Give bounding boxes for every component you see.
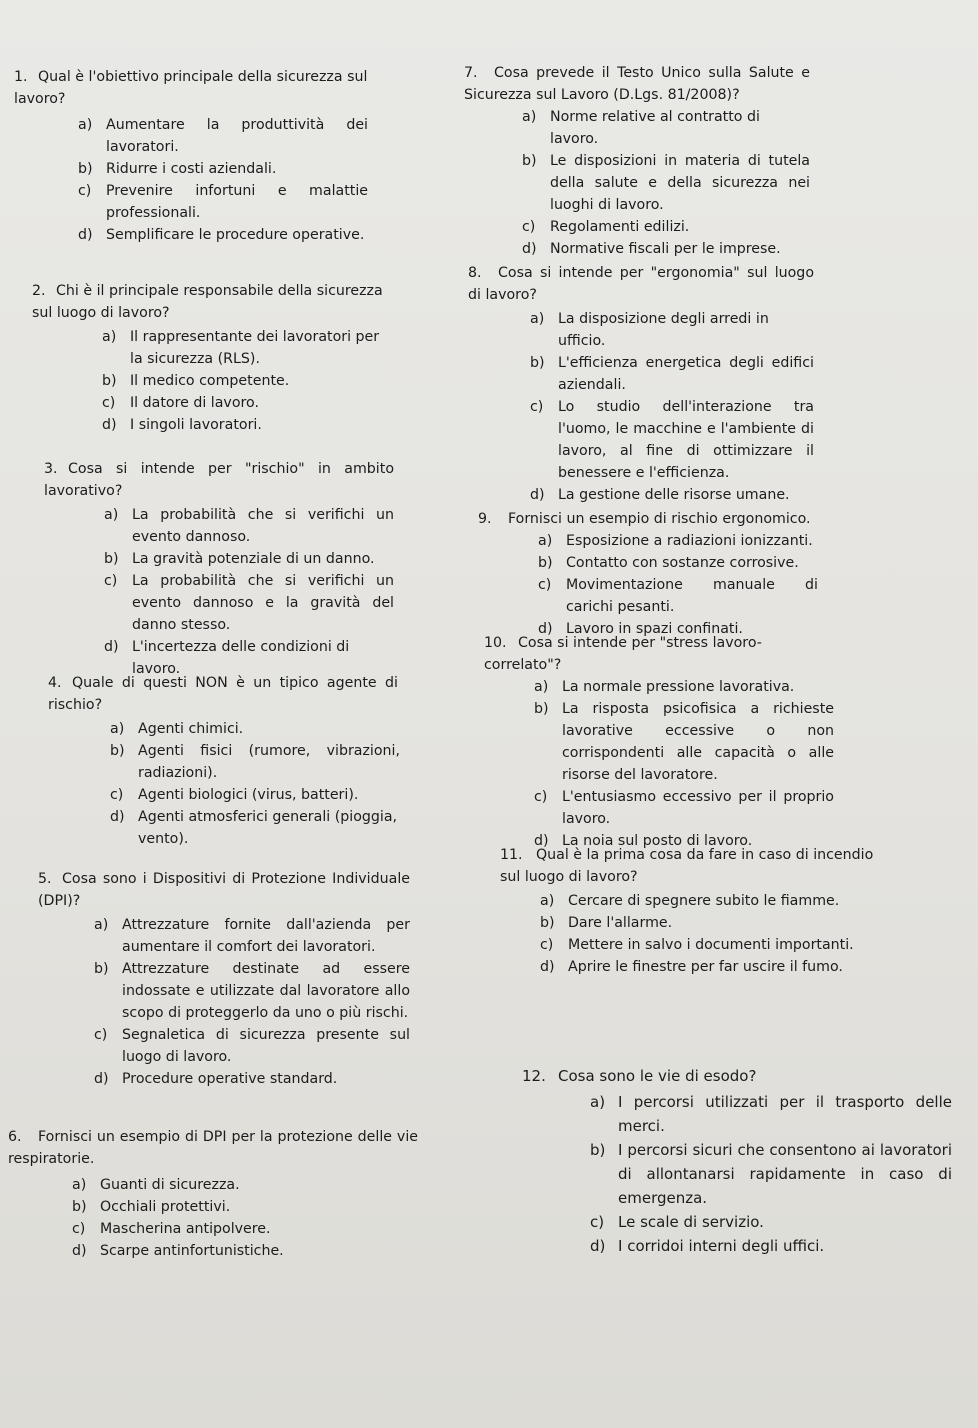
option-c: c) Prevenire infortuni e malattie professionali.	[78, 183, 368, 221]
question-2	[32, 280, 402, 436]
option-d: d) Procedure operative standard.	[94, 1071, 338, 1087]
option-c: c) Lo studio dell'interazione tra l'uomo, le macchine e l'ambiente di lavoro, al fine di ottimizzare il benessere e l'efficienza.	[530, 399, 814, 481]
option-b: b) Le disposizioni in materia di tutela della salute e della sicurezza nei luoghi di lavoro.	[522, 153, 810, 213]
question-text: Chi è il principale responsabile della sicurezza sul luogo di lavoro?	[32, 283, 383, 321]
option-c: c) L'entusiasmo eccessivo per il proprio lavoro.	[534, 789, 834, 827]
question-number: 1.	[14, 69, 28, 85]
option-c: c) Le scale di servizio.	[590, 1213, 764, 1231]
question-11	[500, 844, 882, 978]
option-a: a) Guanti di sicurezza.	[72, 1177, 240, 1193]
option-a: a) Esposizione a radiazioni ionizzanti.	[538, 533, 813, 549]
option-a: a) Attrezzature fornite dall'azienda per aumentare il comfort dei lavoratori.	[94, 917, 410, 955]
question-text: Cosa sono le vie di esodo?	[558, 1067, 757, 1085]
question-text: Cosa si intende per "rischio" in ambito lavorativo?	[44, 461, 394, 499]
option-a: a) Aumentare la produttività dei lavoratori.	[78, 117, 368, 155]
option-d: d) Agenti atmosferici generali (pioggia, vento).	[110, 809, 398, 847]
question-7	[464, 62, 810, 260]
question-number: 5.	[38, 871, 52, 887]
option-a: a) Norme relative al contratto di lavoro.	[522, 109, 760, 147]
option-c: c) Segnaletica di sicurezza presente sul luogo di lavoro.	[94, 1027, 410, 1065]
option-c: c) Agenti biologici (virus, batteri).	[110, 787, 359, 803]
question-text: Cosa si intende per "ergonomia" sul luogo di lavoro?	[468, 265, 814, 303]
question-text: Cosa si intende per "stress lavoro-correlato"?	[484, 635, 762, 673]
question-number: 3.	[44, 461, 58, 477]
option-b: b) La risposta psicofisica a richieste lavorative eccessive o non corrispondenti alle capacità o alle risorse del lavoratore.	[534, 701, 834, 783]
question-number: 11.	[500, 847, 523, 863]
option-a: a) I percorsi utilizzati per il trasporto delle merci.	[590, 1093, 952, 1135]
option-a: a) Cercare di spegnere subito le fiamme.	[540, 893, 840, 909]
option-a: a) La normale pressione lavorativa.	[534, 679, 795, 695]
option-b: b) Il medico competente.	[102, 373, 290, 389]
option-b: b) Occhiali protettivi.	[72, 1199, 231, 1215]
option-a: a) La disposizione degli arredi in ufficio.	[530, 311, 769, 349]
option-a: a) La probabilità che si verifichi un evento dannoso.	[104, 507, 394, 545]
option-c: c) La probabilità che si verifichi un evento dannoso e la gravità del danno stesso.	[104, 573, 394, 633]
option-a: a) Agenti chimici.	[110, 721, 244, 737]
option-d: d) L'incertezza delle condizioni di lavoro.	[104, 639, 350, 677]
question-text: Qual è la prima cosa da fare in caso di incendio sul luogo di lavoro?	[500, 847, 874, 885]
option-b: b) L'efficienza energetica degli edifici aziendali.	[530, 355, 814, 393]
question-number: 9.	[478, 511, 492, 527]
option-b: b) Agenti fisici (rumore, vibrazioni, radiazioni).	[110, 743, 400, 781]
question-10	[484, 632, 834, 852]
option-c: c) Regolamenti edilizi.	[522, 219, 690, 235]
option-c: c) Il datore di lavoro.	[102, 395, 259, 411]
option-d: d) I singoli lavoratori.	[102, 417, 262, 433]
question-number: 6.	[8, 1129, 22, 1145]
option-d: d) La gestione delle risorse umane.	[530, 487, 790, 503]
question-text: Qual è l'obiettivo principale della sicurezza sul lavoro?	[14, 69, 368, 107]
question-12	[522, 1064, 952, 1258]
option-c: c) Mascherina antipolvere.	[72, 1221, 271, 1237]
option-b: b) Contatto con sostanze corrosive.	[538, 555, 799, 571]
question-6	[8, 1126, 418, 1262]
question-8	[468, 262, 814, 506]
option-b: b) La gravità potenziale di un danno.	[104, 551, 375, 567]
option-b: b) Attrezzature destinate ad essere indossate e utilizzate dal lavoratore allo scopo di proteggerlo da uno o più rischi.	[94, 961, 410, 1021]
question-number: 4.	[48, 675, 62, 691]
option-b: b) Ridurre i costi aziendali.	[78, 161, 277, 177]
question-1	[14, 66, 394, 246]
option-b: b) Dare l'allarme.	[540, 915, 673, 931]
question-5	[38, 868, 410, 1090]
option-c: c) Movimentazione manuale di carichi pesanti.	[538, 577, 818, 615]
option-d: d) Normative fiscali per le imprese.	[522, 241, 781, 257]
question-text: Cosa sono i Dispositivi di Protezione Individuale (DPI)?	[38, 871, 410, 909]
question-number: 8.	[468, 265, 482, 281]
option-d: d) Lavoro in spazi confinati.	[538, 621, 743, 637]
question-number: 12.	[522, 1067, 546, 1085]
question-3	[44, 458, 394, 680]
question-number: 2.	[32, 283, 46, 299]
question-text: Fornisci un esempio di DPI per la protezione delle vie respiratorie.	[8, 1129, 418, 1167]
option-c: c) Mettere in salvo i documenti importanti.	[540, 937, 854, 953]
question-text: Quale di questi NON è un tipico agente di rischio?	[48, 675, 398, 713]
question-number: 10.	[484, 635, 507, 651]
question-text: Fornisci un esempio di rischio ergonomico.	[508, 511, 811, 527]
question-4	[48, 672, 398, 850]
option-d: d) Scarpe antinfortunistiche.	[72, 1243, 284, 1259]
option-d: d) Aprire le finestre per far uscire il fumo.	[540, 959, 843, 975]
option-d: d) I corridoi interni degli uffici.	[590, 1237, 825, 1255]
option-d: d) Semplificare le procedure operative.	[78, 227, 365, 243]
option-d: d) La noia sul posto di lavoro.	[534, 833, 753, 849]
option-b: b) I percorsi sicuri che consentono ai lavoratori di allontanarsi rapidamente in caso di emergenza.	[590, 1141, 952, 1207]
question-9	[478, 508, 818, 640]
option-a: a) Il rappresentante dei lavoratori per la sicurezza (RLS).	[102, 329, 380, 367]
question-text: Cosa prevede il Testo Unico sulla Salute e Sicurezza sul Lavoro (D.Lgs. 81/2008)?	[464, 65, 810, 103]
question-number: 7.	[464, 65, 478, 81]
